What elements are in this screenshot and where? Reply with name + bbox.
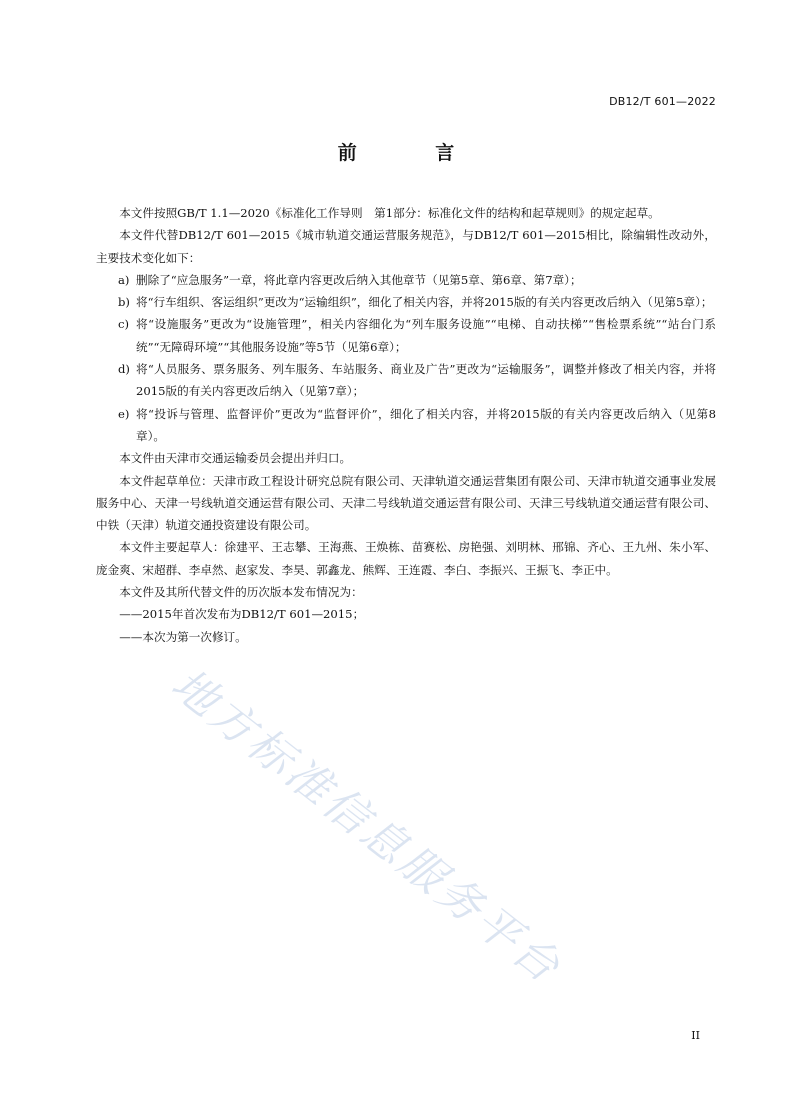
list-item [96, 403, 716, 448]
list-item [96, 291, 716, 313]
page-number: II [691, 1029, 700, 1042]
list-item-text: 将“投诉与管理、监督评价”更改为“监督评价”，细化了相关内容，并将2015版的有关内容更改后纳入（见第8章）。 [136, 406, 716, 443]
history-intro-paragraph: 本文件及其所代替文件的历次版本发布情况为： [119, 585, 363, 600]
scope-paragraph: 本文件按照GB/T 1.1—2020《标准化工作导则 第1部分：标准化文件的结构和起草规则》的规定起草。 [119, 206, 660, 220]
list-marker: c) [118, 317, 130, 332]
list-marker: d) [118, 362, 130, 377]
list-item-text: 将“人员服务、票务服务、列车服务、车站服务、商业及广告”更改为“运输服务”，调整并修改了相关内容，并将2015版的有关内容更改后纳入（见第7章）； [136, 362, 716, 399]
history-item: ——2015年首次发布为DB12/T 601—2015； [119, 607, 365, 622]
list-item-text: 将“设施服务”更改为“设施管理”，相关内容细化为“列车服务设施”“电梯、自动扶梯”“售检票系统”“站台门系统”“无障碍环境”“其他服务设施”等5节（见第6章）； [136, 317, 716, 354]
drafters-paragraph: 本文件主要起草人：徐建平、王志攀、王海燕、王焕栋、苗赛松、房艳强、刘明林、邢锦、齐心、王九州、朱小军、庞金爽、宋超群、李卓然、赵家发、李昊、郭鑫龙、熊辉、王连霞、李白、李振兴、王振飞、李正中。 [96, 540, 716, 577]
document-code: DB12/T 601—2022 [609, 95, 716, 108]
history-item: ——本次为第一次修订。 [119, 629, 247, 644]
list-marker: e) [118, 406, 130, 421]
page-title: 前 言 [337, 142, 491, 164]
list-item [96, 269, 716, 291]
replacement-paragraph: 本文件代替DB12/T 601—2015《城市轨道交通运营服务规范》，与DB12/T 601—2015相比，除编辑性改动外，主要技术变化如下： [96, 228, 716, 265]
proposer-paragraph: 本文件由天津市交通运输委员会提出并归口。 [119, 451, 352, 466]
foreword-body [96, 202, 716, 648]
list-item [96, 313, 716, 358]
drafting-units-paragraph: 本文件起草单位：天津市政工程设计研究总院有限公司、天津轨道交通运营集团有限公司、天津市轨道交通事业发展服务中心、天津一号线轨道交通运营有限公司、天津二号线轨道交通运营有限公司、天津三号线轨道交通运营有限公司、中铁（天津）轨道交通投资建设有限公司。 [96, 473, 716, 533]
list-item [96, 358, 716, 403]
watermark: 地方标准信息服务平台 [161, 658, 572, 995]
list-item-text: 删除了“应急服务”一章，将此章内容更改后纳入其他章节（见第5章、第6章、第7章）； [136, 272, 582, 287]
list-item-text: 将“行车组织、客运组织”更改为“运输组织”，细化了相关内容，并将2015版的有关内容更改后纳入（见第5章）； [136, 295, 713, 310]
list-marker: a) [118, 272, 130, 287]
list-marker: b) [118, 295, 130, 310]
